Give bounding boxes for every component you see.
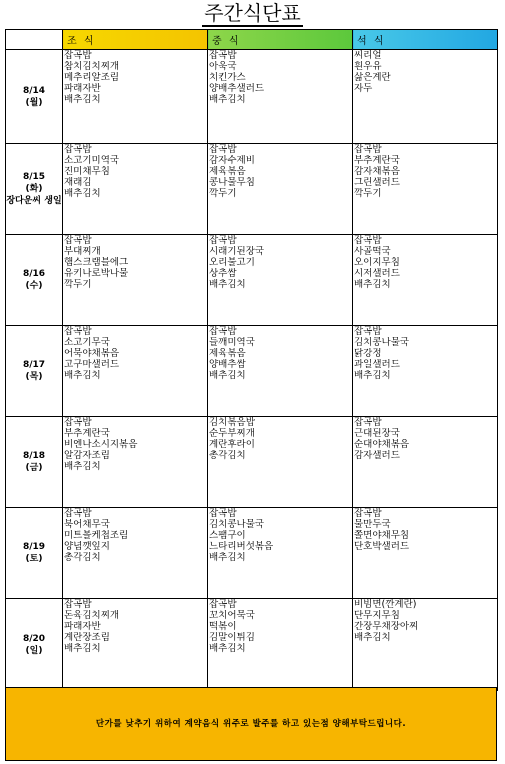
lunch-cell	[208, 508, 353, 599]
menu-item: 쫄면야채무침	[354, 530, 410, 541]
meal-table	[5, 29, 498, 691]
menu-item: 씨리얼	[354, 50, 382, 61]
menu-item: 부추계란국	[354, 155, 400, 166]
menu-item: 미트볼케첩조림	[64, 530, 129, 541]
weekday-label: (토)	[25, 554, 43, 564]
lunch-cell	[208, 235, 353, 326]
breakfast-cell	[63, 599, 208, 691]
menu-item: 순대야채볶음	[354, 439, 410, 450]
menu-item: 배추김치	[209, 643, 246, 654]
header-breakfast: 조 식	[63, 30, 208, 50]
menu-item: 양배추쌈	[209, 359, 246, 370]
weekday-label: (일)	[25, 645, 43, 656]
weekday-label: (수)	[25, 281, 43, 291]
menu-item: 소고기미역국	[64, 155, 120, 166]
menu-item: 감자수제비	[209, 155, 255, 166]
day-row	[6, 144, 498, 235]
date-cell	[6, 508, 63, 599]
lunch-cell	[208, 326, 353, 417]
dinner-cell	[353, 599, 498, 691]
menu-item: 파래자반	[64, 83, 101, 94]
menu-item: 계란후라이	[209, 439, 255, 450]
menu-item: 치킨가스	[209, 72, 246, 83]
date-label: 8/20	[22, 633, 46, 644]
menu-item: 잡곡밥	[354, 144, 382, 155]
breakfast-cell	[63, 417, 208, 508]
breakfast-cell	[63, 235, 208, 326]
menu-item: 삶은계란	[354, 72, 391, 83]
menu-item: 배추김치	[354, 632, 391, 643]
dinner-cell	[353, 50, 498, 144]
menu-item: 스팸구이	[209, 530, 246, 541]
breakfast-cell	[63, 144, 208, 235]
menu-item: 느타리버섯볶음	[209, 541, 274, 552]
menu-item: 제육볶음	[209, 348, 246, 359]
menu-item: 비빔면(깐계란)	[354, 599, 417, 610]
menu-item: 소고기무국	[64, 337, 110, 348]
menu-item: 배추김치	[64, 94, 101, 105]
menu-item: 김치콩나물국	[209, 519, 265, 530]
menu-item: 흰우유	[354, 61, 382, 72]
header-row	[6, 30, 498, 50]
menu-item: 시래기된장국	[209, 246, 265, 257]
lunch-cell	[208, 50, 353, 144]
menu-item: 잡곡밥	[209, 144, 237, 155]
menu-item: 잡곡밥	[64, 50, 92, 61]
menu-item: 잡곡밥	[64, 417, 92, 428]
menu-item: 잡곡밥	[209, 508, 237, 519]
weekday-label: (목)	[25, 372, 43, 382]
weekday-label: (금)	[25, 463, 43, 473]
menu-item: 깍두기	[209, 188, 237, 199]
menu-item: 꼬치어묵국	[209, 610, 255, 621]
menu-item: 감자샐러드	[354, 450, 400, 461]
menu-item: 잡곡밥	[64, 235, 92, 246]
menu-item: 잡곡밥	[354, 326, 382, 337]
breakfast-cell	[63, 508, 208, 599]
menu-item: 근대된장국	[354, 428, 400, 439]
dinner-cell	[353, 326, 498, 417]
date-cell	[6, 144, 63, 235]
lunch-cell	[208, 417, 353, 508]
menu-item: 단호박샐러드	[354, 541, 410, 552]
footer-notice: 단가를 낮추기 위하여 계약음식 위주로 발주를 하고 있는점 양해부탁드립니다.	[5, 687, 497, 761]
menu-item: 감자채볶음	[354, 166, 400, 177]
lunch-cell	[208, 144, 353, 235]
page-title: 주간식단표	[204, 1, 301, 25]
menu-item: 배추김치	[354, 370, 391, 381]
menu-item: 알감자조림	[64, 450, 110, 461]
menu-item: 비엔나소시지볶음	[64, 439, 138, 450]
date-label: 8/19	[22, 542, 46, 552]
menu-item: 과일샐러드	[354, 359, 400, 370]
menu-item: 총각김치	[209, 450, 246, 461]
breakfast-cell	[63, 50, 208, 144]
day-note: 장다운씨 생일	[6, 196, 62, 206]
menu-item: 잡곡밥	[209, 326, 237, 337]
menu-item: 오리불고기	[209, 257, 255, 268]
weekday-label: (화)	[25, 184, 43, 194]
menu-item: 닭강정	[354, 348, 382, 359]
date-cell	[6, 599, 63, 691]
menu-item: 시저샐러드	[354, 268, 400, 279]
weekday-label: (월)	[25, 97, 43, 108]
menu-item: 배추김치	[64, 461, 101, 472]
menu-item: 깍두기	[64, 279, 92, 290]
menu-item: 단무지무침	[354, 610, 400, 621]
menu-item: 간장무채장아찌	[354, 621, 419, 632]
menu-item: 배추김치	[64, 188, 101, 199]
menu-item: 진미채무침	[64, 166, 110, 177]
date-label: 8/18	[22, 451, 46, 461]
menu-item: 김치볶음밥	[209, 417, 255, 428]
day-row	[6, 235, 498, 326]
menu-item: 잡곡밥	[354, 508, 382, 519]
menu-item: 잡곡밥	[354, 235, 382, 246]
menu-item: 유키나로박나물	[64, 268, 129, 279]
menu-item: 양배추샐러드	[209, 83, 265, 94]
day-row	[6, 599, 498, 691]
menu-item: 총각김치	[64, 552, 101, 563]
date-cell	[6, 326, 63, 417]
lunch-cell	[208, 599, 353, 691]
menu-item: 콩나물무침	[209, 177, 255, 188]
menu-item: 잡곡밥	[64, 326, 92, 337]
menu-item: 잡곡밥	[64, 508, 92, 519]
menu-item: 오이지무침	[354, 257, 400, 268]
day-row	[6, 50, 498, 144]
menu-item: 배추김치	[354, 279, 391, 290]
date-label: 8/15	[22, 172, 46, 182]
menu-item: 햄스크램블에그	[64, 257, 129, 268]
date-cell	[6, 235, 63, 326]
header-dinner: 석 식	[353, 30, 498, 50]
day-row	[6, 417, 498, 508]
date-cell	[6, 50, 63, 144]
menu-item: 그린샐러드	[354, 177, 400, 188]
menu-item: 들깨미역국	[209, 337, 255, 348]
menu-item: 배추김치	[209, 279, 246, 290]
date-label: 8/17	[22, 360, 46, 370]
menu-item: 계란장조림	[64, 632, 110, 643]
menu-item: 사골떡국	[354, 246, 391, 257]
menu-item: 자두	[354, 83, 373, 94]
menu-item: 잡곡밥	[354, 417, 382, 428]
menu-item: 배추김치	[209, 94, 246, 105]
menu-item: 파래자반	[64, 621, 101, 632]
breakfast-cell	[63, 326, 208, 417]
menu-item: 제육볶음	[209, 166, 246, 177]
menu-item: 배추김치	[64, 643, 101, 654]
menu-item: 부대찌개	[64, 246, 101, 257]
day-row	[6, 508, 498, 599]
menu-item: 돈육김치찌개	[64, 610, 120, 621]
menu-item: 북어채무국	[64, 519, 110, 530]
dinner-cell	[353, 144, 498, 235]
menu-item: 깍두기	[354, 188, 382, 199]
menu-item: 상추쌈	[209, 268, 237, 279]
menu-item: 배추김치	[209, 370, 246, 381]
date-label: 8/14	[22, 85, 46, 96]
menu-item: 순두부찌개	[209, 428, 255, 439]
menu-item: 참치김치찌개	[64, 61, 120, 72]
menu-item: 잡곡밥	[209, 50, 237, 61]
corner-cell	[6, 30, 63, 50]
menu-item: 잡곡밥	[209, 235, 237, 246]
menu-item: 물만두국	[354, 519, 391, 530]
menu-item: 메추리알조림	[64, 72, 120, 83]
menu-item: 배추김치	[64, 370, 101, 381]
menu-item: 양념깻잎지	[64, 541, 110, 552]
day-row	[6, 326, 498, 417]
menu-item: 잡곡밥	[209, 599, 237, 610]
header-lunch: 중 식	[208, 30, 353, 50]
menu-item: 김말이튀김	[209, 632, 255, 643]
dinner-cell	[353, 508, 498, 599]
date-label: 8/16	[22, 269, 46, 279]
dinner-cell	[353, 417, 498, 508]
menu-item: 김치콩나물국	[354, 337, 410, 348]
menu-item: 부추계란국	[64, 428, 110, 439]
menu-item: 잡곡밥	[64, 144, 92, 155]
menu-item: 떡볶이	[209, 621, 237, 632]
date-cell	[6, 417, 63, 508]
menu-item: 배추김치	[209, 552, 246, 563]
menu-item: 잡곡밥	[64, 599, 92, 610]
menu-item: 재래김	[64, 177, 92, 188]
menu-item: 어묵야채볶음	[64, 348, 120, 359]
menu-item: 고구마샐러드	[64, 359, 120, 370]
menu-item: 아욱국	[209, 61, 237, 72]
dinner-cell	[353, 235, 498, 326]
